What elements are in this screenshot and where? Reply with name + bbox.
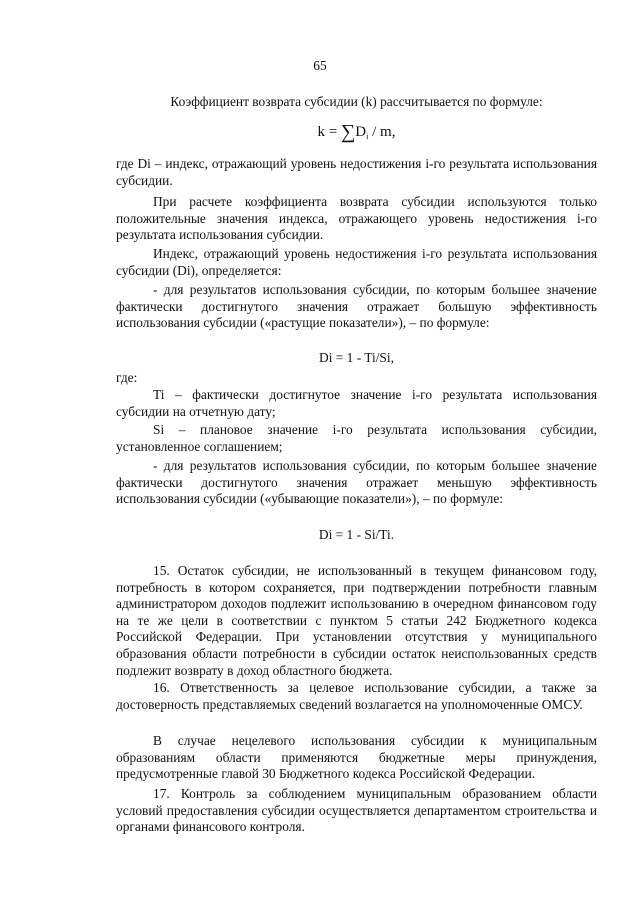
paragraph-index-definition: Индекс, отражающий уровень недостижения i-го результата использования субсидии (Di), определяется: (116, 246, 597, 278)
paragraph-15: 15. Остаток субсидии, не использованный в текущем финансовом году, потребность в котором сохраняется, при подтверждении потребности главным администратором доходов подлежит использованию в очередном финансовом году на те же цели в соответствии с пунктом 5 статьи 242 Бюджетного кодекса Российской Федерации. При установлении отсутствия у муниципального образования области потребности в субсидии остаток неиспользованных средств подлежит возврату в доход областного бюджета. (116, 563, 597, 678)
paragraph-si-definition: Si – плановое значение i-го результата использования субсидии, установленное соглашением; (116, 422, 597, 454)
paragraph-ti-definition: Ti – фактически достигнутое значение i-го результата использования субсидии на отчетную дату; (116, 387, 597, 419)
formula-k (116, 121, 597, 146)
formula-growing: Di = 1 - Ti/Si, (319, 350, 394, 365)
formula-k-rhs: / m, (372, 124, 396, 140)
where-label: где: (116, 370, 138, 385)
paragraph-growing-indicators: - для результатов использования субсидии, по которым большее значение фактически достигнутого значения отражает большую эффективность использования субсидии («растущие показатели»), – по формуле: (116, 282, 597, 331)
paragraph-di-definition: где Di – индекс, отражающий уровень недостижения i-го результата использования субсидии. (116, 156, 597, 188)
formula-falling: Di = 1 - Si/Ti. (318, 527, 395, 542)
paragraph-17: 17. Контроль за соблюдением муниципальным образованием области условий предоставления субсидии осуществляется департаментом строительства и органами финансового контроля. (116, 786, 597, 835)
formula-k-var: D (355, 124, 367, 140)
paragraph-16: 16. Ответственность за целевое использование субсидии, а также за достоверность представляемых сведений возлагается на уполномоченные ОМСУ. (116, 680, 597, 712)
paragraph-falling-indicators: - для результатов использования субсидии, по которым большее значение фактически достигнутого значения отражает меньшую эффективность использования субсидии («убывающие показатели»), – по формуле: (116, 458, 597, 507)
formula-intro: Коэффициент возврата субсидии (k) рассчитывается по формуле: (170, 94, 543, 109)
paragraph-misuse: В случае нецелевого использования субсидии к муниципальным образованиям области применяются бюджетные меры принуждения, предусмотренные главой 30 Бюджетного кодекса Российской Федерации. (116, 733, 597, 782)
formula-k-lhs: k = (317, 124, 338, 140)
page-number: 65 (313, 58, 327, 73)
sum-symbol: ∑ (341, 121, 356, 143)
paragraph-positive-values: При расчете коэффициента возврата субсидии используются только положительные значения индекса, отражающего уровень недостижения i-го результата использования субсидии. (116, 194, 597, 243)
formula-k-subscript: i (366, 132, 369, 141)
